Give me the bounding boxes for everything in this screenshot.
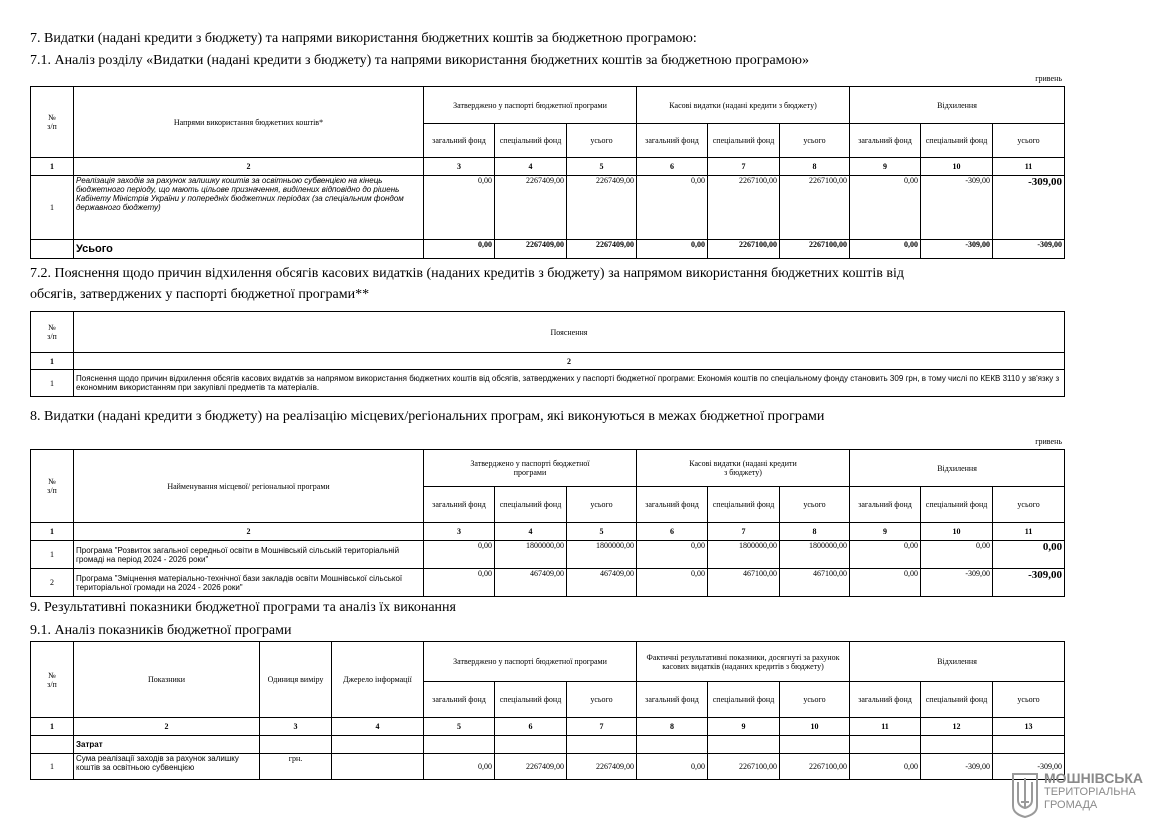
index-cell: 13 xyxy=(993,718,1065,736)
col-indicators-header: Показники xyxy=(74,642,260,718)
index-cell: 2 xyxy=(74,523,424,541)
value-cell: 0,00 xyxy=(850,569,921,597)
row-num: 1 xyxy=(31,176,74,240)
col-num-header: № з/п xyxy=(31,642,74,718)
value-cell: -309,00 xyxy=(993,754,1065,780)
sub-total: усього xyxy=(780,682,850,718)
index-cell: 12 xyxy=(921,718,993,736)
value-cell: 467100,00 xyxy=(708,569,780,597)
sub-total: усього xyxy=(780,487,850,523)
index-cell: 9 xyxy=(708,718,780,736)
trident-icon xyxy=(1010,772,1040,818)
sub-special: спеціальний фонд xyxy=(708,682,780,718)
table-row xyxy=(31,370,1065,397)
sub-total: усього xyxy=(993,124,1065,158)
value-cell: 0,00 xyxy=(637,754,708,780)
index-cell: 9 xyxy=(850,523,921,541)
total-value: -309,00 xyxy=(921,240,993,259)
value-cell: 2267100,00 xyxy=(708,176,780,240)
total-value: -309,00 xyxy=(993,240,1065,259)
logo-line3: ГРОМАДА xyxy=(1044,799,1098,811)
col-unit-header: Одиниця виміру xyxy=(260,642,332,718)
section9-1-heading: 9.1. Аналіз показників бюджетної програми xyxy=(30,623,292,638)
sub-special: спеціальний фонд xyxy=(495,124,567,158)
sub-general: загальний фонд xyxy=(637,487,708,523)
index-cell: 2 xyxy=(74,718,260,736)
value-cell: 0,00 xyxy=(424,754,495,780)
total-row xyxy=(31,240,1065,259)
indicator-name: Сума реалізації заходів за рахунок залишку коштів за освітньою субвенцією xyxy=(74,754,260,780)
section7-1-heading: 7.1. Аналіз розділу «Видатки (надані кредити з бюджету) та напрями використання бюджетних коштів за бюджетною програмою» xyxy=(30,53,810,68)
sub-general: загальний фонд xyxy=(424,487,495,523)
value-cell: 467100,00 xyxy=(780,569,850,597)
value-cell: 0,00 xyxy=(850,176,921,240)
sub-general: загальний фонд xyxy=(850,487,921,523)
col-num-header: № з/п xyxy=(31,312,74,353)
explanation-table xyxy=(30,311,1065,397)
sub-total: усього xyxy=(567,682,637,718)
index-cell: 4 xyxy=(332,718,424,736)
index-cell: 9 xyxy=(850,158,921,176)
sub-special: спеціальний фонд xyxy=(708,124,780,158)
value-cell: 0,00 xyxy=(993,541,1065,569)
value-cell: 467409,00 xyxy=(495,569,567,597)
value-cell: 1800000,00 xyxy=(780,541,850,569)
group-cash-header: Касові видатки (надані кредити з бюджету) xyxy=(637,450,850,487)
value-cell: 0,00 xyxy=(424,176,495,240)
sub-special: спеціальний фонд xyxy=(921,487,993,523)
total-value: 2267409,00 xyxy=(567,240,637,259)
program-name: Програма "Розвиток загальної середньої освіти в Мошнівській сільській територіальній громаді на період 2024 - 2026 роки" xyxy=(74,541,424,569)
value-cell: 1800000,00 xyxy=(708,541,780,569)
index-cell: 1 xyxy=(31,718,74,736)
value-cell: -309,00 xyxy=(993,569,1065,597)
index-cell: 10 xyxy=(921,158,993,176)
col-num-header: № з/п xyxy=(31,450,74,523)
row-num: 2 xyxy=(31,569,74,597)
category-label: Затрат xyxy=(74,736,260,754)
unit-label: гривень xyxy=(1035,437,1062,446)
index-cell: 4 xyxy=(495,158,567,176)
index-cell: 8 xyxy=(780,158,850,176)
sub-special: спеціальний фонд xyxy=(495,487,567,523)
sub-special: спеціальний фонд xyxy=(495,682,567,718)
index-cell: 5 xyxy=(567,523,637,541)
value-cell: 467409,00 xyxy=(567,569,637,597)
col-explanation-header: Пояснення xyxy=(74,312,1065,353)
group-passport-header: Затверджено у паспорті бюджетної програми xyxy=(424,450,637,487)
total-value: 0,00 xyxy=(637,240,708,259)
index-cell: 7 xyxy=(708,523,780,541)
value-cell: 2267100,00 xyxy=(780,176,850,240)
index-cell: 6 xyxy=(637,158,708,176)
col-direction-header: Напрями використання бюджетних коштів* xyxy=(74,87,424,158)
program-name: Програма "Зміцнення матеріально-технічної бази закладів освіти Мошнівської сільської територіальної громади на 2024 - 2026 роки" xyxy=(74,569,424,597)
indicators-table xyxy=(30,641,1065,780)
logo-line2: ТЕРИТОРІАЛЬНА xyxy=(1044,786,1136,798)
table-row xyxy=(31,541,1065,569)
total-label: Усього xyxy=(74,240,424,259)
value-cell: 0,00 xyxy=(424,569,495,597)
indicator-unit: грн. xyxy=(260,754,332,780)
index-cell: 2 xyxy=(74,158,424,176)
value-cell: 1800000,00 xyxy=(567,541,637,569)
logo-line1: МОШНІВСЬКА xyxy=(1044,770,1144,786)
sub-general: загальний фонд xyxy=(850,124,921,158)
col-name-header: Найменування місцевої/ регіональної програми xyxy=(74,450,424,523)
index-cell: 1 xyxy=(31,353,74,370)
sub-general: загальний фонд xyxy=(424,682,495,718)
value-cell: -309,00 xyxy=(993,176,1065,240)
total-value: 0,00 xyxy=(850,240,921,259)
sub-total: усього xyxy=(567,124,637,158)
value-cell: 2267100,00 xyxy=(708,754,780,780)
index-cell: 10 xyxy=(780,718,850,736)
section7-2-heading-line2: обсягів, затверджених у паспорті бюджетної програми** xyxy=(30,287,370,302)
value-cell: 2267409,00 xyxy=(567,754,637,780)
value-cell: 0,00 xyxy=(637,176,708,240)
section7-heading: 7. Видатки (надані кредити з бюджету) та напрями використання бюджетних коштів за бюджетною програмою: xyxy=(30,31,697,46)
sub-total: усього xyxy=(993,487,1065,523)
value-cell: -309,00 xyxy=(921,176,993,240)
total-value: 2267100,00 xyxy=(780,240,850,259)
unit-label: гривень xyxy=(1035,74,1062,83)
index-cell: 11 xyxy=(993,158,1065,176)
value-cell: 0,00 xyxy=(424,541,495,569)
group-deviation-header: Відхилення xyxy=(850,87,1065,124)
index-cell: 7 xyxy=(567,718,637,736)
value-cell: 0,00 xyxy=(637,541,708,569)
index-cell: 3 xyxy=(424,523,495,541)
expenditure-table xyxy=(30,86,1065,259)
table-row xyxy=(31,754,1065,780)
sub-total: усього xyxy=(567,487,637,523)
value-cell: 0,00 xyxy=(850,541,921,569)
group-actual-header: Фактичні результативні показники, досягнуті за рахунок касових видатків (наданих кредитів з бюджету) xyxy=(637,642,850,682)
value-cell: 1800000,00 xyxy=(495,541,567,569)
sub-special: спеціальний фонд xyxy=(921,124,993,158)
group-cash-header: Касові видатки (надані кредити з бюджету) xyxy=(637,87,850,124)
index-cell: 10 xyxy=(921,523,993,541)
row-num: 1 xyxy=(31,541,74,569)
section8-heading: 8. Видатки (надані кредити з бюджету) на реалізацію місцевих/регіональних програм, які виконуються в межах бюджетної програми xyxy=(30,409,825,424)
value-cell: 2267409,00 xyxy=(495,754,567,780)
index-cell: 1 xyxy=(31,158,74,176)
section9-heading: 9. Результативні показники бюджетної програми та аналіз їх виконання xyxy=(30,600,456,615)
value-cell: 0,00 xyxy=(850,754,921,780)
section7-2-heading-line1: 7.2. Пояснення щодо причин відхилення обсягів касових видатків (наданих кредитів з бюджету) за напрямом використання бюджетних коштів від xyxy=(30,266,904,281)
sub-special: спеціальний фонд xyxy=(921,682,993,718)
index-cell: 6 xyxy=(495,718,567,736)
index-cell: 8 xyxy=(637,718,708,736)
group-deviation-header: Відхилення xyxy=(850,450,1065,487)
sub-general: загальний фонд xyxy=(424,124,495,158)
total-value: 2267100,00 xyxy=(708,240,780,259)
index-cell: 2 xyxy=(74,353,1065,370)
group-passport-header: Затверджено у паспорті бюджетної програми xyxy=(424,87,637,124)
col-source-header: Джерело інформації xyxy=(332,642,424,718)
index-cell: 4 xyxy=(495,523,567,541)
row-direction-text: Реалізація заходів за рахунок залишку коштів за освітньою субвенцією на кінець бюджетного періоду, що мають цільове призначення, виділених відповідно до рішень Кабінету Міністрів України у попередніх бюджетних періодах (за спеціальним фондом державного бюджету) xyxy=(74,176,424,240)
total-value: 0,00 xyxy=(424,240,495,259)
index-cell: 3 xyxy=(260,718,332,736)
sub-general: загальний фонд xyxy=(850,682,921,718)
group-passport-header: Затверджено у паспорті бюджетної програми xyxy=(424,642,637,682)
table-row xyxy=(31,176,1065,240)
index-cell: 1 xyxy=(31,523,74,541)
index-cell: 3 xyxy=(424,158,495,176)
value-cell: 2267409,00 xyxy=(495,176,567,240)
table-row xyxy=(31,569,1065,597)
sub-general: загальний фонд xyxy=(637,682,708,718)
value-cell: 2267100,00 xyxy=(780,754,850,780)
value-cell: -309,00 xyxy=(921,569,993,597)
sub-special: спеціальний фонд xyxy=(708,487,780,523)
value-cell: -309,00 xyxy=(921,754,993,780)
row-num: 1 xyxy=(31,370,74,397)
local-programs-table xyxy=(30,449,1065,597)
value-cell: 0,00 xyxy=(637,569,708,597)
index-cell: 11 xyxy=(993,523,1065,541)
group-deviation-header: Відхилення xyxy=(850,642,1065,682)
value-cell: 0,00 xyxy=(921,541,993,569)
col-num-header: № з/п xyxy=(31,87,74,158)
index-cell: 8 xyxy=(780,523,850,541)
sub-total: усього xyxy=(993,682,1065,718)
index-cell: 11 xyxy=(850,718,921,736)
index-cell: 5 xyxy=(567,158,637,176)
sub-general: загальний фонд xyxy=(637,124,708,158)
row-num: 1 xyxy=(31,754,74,780)
explanation-text: Пояснення щодо причин відхилення обсягів касових видатків за напрямом використання бюджетних коштів від обсягів, затверджених у паспорті бюджетної програми: Економія коштів по спеціальному фонду становить 309 грн, в тому числі по КЕКВ 3110 у зв'язку з економним використанням при закупівлі предметів та матеріалів. xyxy=(74,370,1065,397)
total-value: 2267409,00 xyxy=(495,240,567,259)
index-cell: 7 xyxy=(708,158,780,176)
index-cell: 6 xyxy=(637,523,708,541)
community-logo xyxy=(1010,770,1150,820)
sub-total: усього xyxy=(780,124,850,158)
value-cell: 2267409,00 xyxy=(567,176,637,240)
index-cell: 5 xyxy=(424,718,495,736)
